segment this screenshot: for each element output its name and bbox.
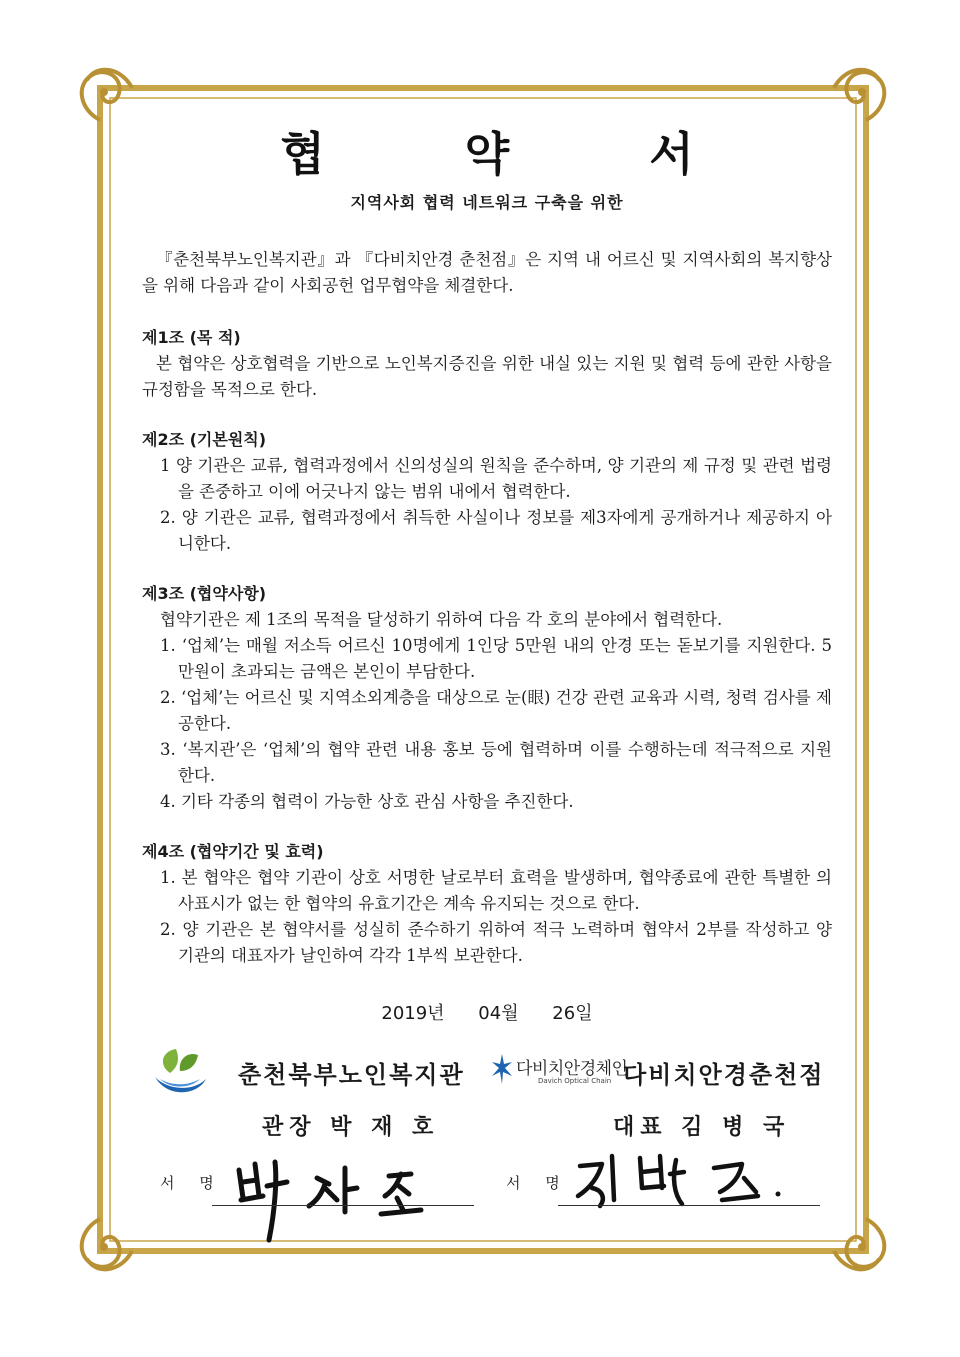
- davich-logo-icon: [490, 1052, 514, 1086]
- right-handwritten-signature: [572, 1148, 792, 1212]
- article-1: [142, 325, 832, 403]
- article-4: [142, 839, 832, 969]
- left-handwritten-signature: [225, 1150, 445, 1250]
- article-item: 2. ‘업체’는 어르신 및 지역소외계층을 대상으로 눈(眼) 건강 관련 교육과 시력, 청력 검사를 제공한다.: [160, 688, 832, 733]
- davich-logo-text: 다비치안경체인: [516, 1059, 628, 1079]
- intro-paragraph: 『춘천북부노인복지관』과 『다비치안경 춘천점』은 지역 내 어르신 및 지역사회의 복지향상을 위해 다음과 같이 사회공헌 업무협약을 체결한다.: [142, 250, 832, 295]
- article-item: 1. ‘업체’는 매월 저소득 어르신 10명에게 1인당 5만원 내의 안경 또는 돋보기를 지원한다. 5만원이 초과되는 금액은 본인이 부담한다.: [160, 636, 832, 681]
- article-item: 2. 양 기관은 교류, 협력과정에서 취득한 사실이나 정보를 제3자에게 공개하거나 제공하지 아니한다.: [160, 508, 832, 553]
- right-signature-line: [558, 1205, 820, 1206]
- article-title: 제4조 (협약기간 및 효력): [142, 842, 324, 861]
- article-2: [142, 427, 832, 557]
- agreement-date: 2019년 04월 26일: [381, 1003, 593, 1024]
- welfare-center-name: 춘천북부노인복지관: [238, 1061, 465, 1089]
- document-title: 협 약 서: [280, 127, 756, 181]
- article-item: 2. 양 기관은 본 협약서를 성실히 준수하기 위하여 적극 노력하며 협약서 2부를 작성하고 양 기관의 대표자가 날인하여 각각 1부씩 보관한다.: [160, 920, 832, 965]
- left-signature-line: [212, 1205, 474, 1206]
- right-sign-label: 서 명: [506, 1174, 570, 1192]
- agreement-document: [142, 128, 832, 1025]
- article-item: 1. 본 협약은 협약 기관이 상호 서명한 날로부터 효력을 발생하며, 협약종료에 관한 특별한 의사표시가 없는 한 협약의 유효기간은 계속 유지되는 것으로 한다.: [160, 868, 832, 913]
- davich-logo-subtext: Davich Optical Chain: [538, 1077, 612, 1085]
- welfare-center-logo: [152, 1045, 210, 1097]
- article-lead: 협약기관은 제 1조의 목적을 달성하기 위하여 다음 각 호의 분야에서 협력한다.: [160, 610, 723, 629]
- document-subtitle: 지역사회 협력 네트워크 구축을 위한: [350, 193, 624, 212]
- article-item: 3. ‘복지관’은 ‘업체’의 협약 관련 내용 홍보 등에 협력하며 이를 수행하는데 적극적으로 지원한다.: [160, 740, 832, 785]
- article-title: 제1조 (목 적): [142, 328, 241, 347]
- right-representative: 대표 김 병 국: [613, 1115, 791, 1140]
- optical-store-name: 다비치안경춘천점: [623, 1061, 825, 1089]
- article-item: 4. 기타 각종의 협력이 가능한 상호 관심 사항을 추진한다.: [160, 792, 574, 811]
- article-text: 본 협약은 상호협력을 기반으로 노인복지증진을 위한 내실 있는 지원 및 협력 등에 관한 사항을 규정함을 목적으로 한다.: [142, 354, 832, 399]
- article-item: 1 양 기관은 교류, 협력과정에서 신의성실의 원칙을 준수하며, 양 기관의 제 규정 및 관련 법령을 존중하고 이에 어긋나지 않는 범위 내에서 협력한다.: [160, 456, 832, 501]
- article-title: 제3조 (협약사항): [142, 584, 267, 603]
- left-representative: 관장 박 재 호: [262, 1115, 440, 1140]
- article-title: 제2조 (기본원칙): [142, 430, 267, 449]
- article-3: [142, 581, 832, 815]
- left-sign-label: 서 명: [160, 1174, 224, 1192]
